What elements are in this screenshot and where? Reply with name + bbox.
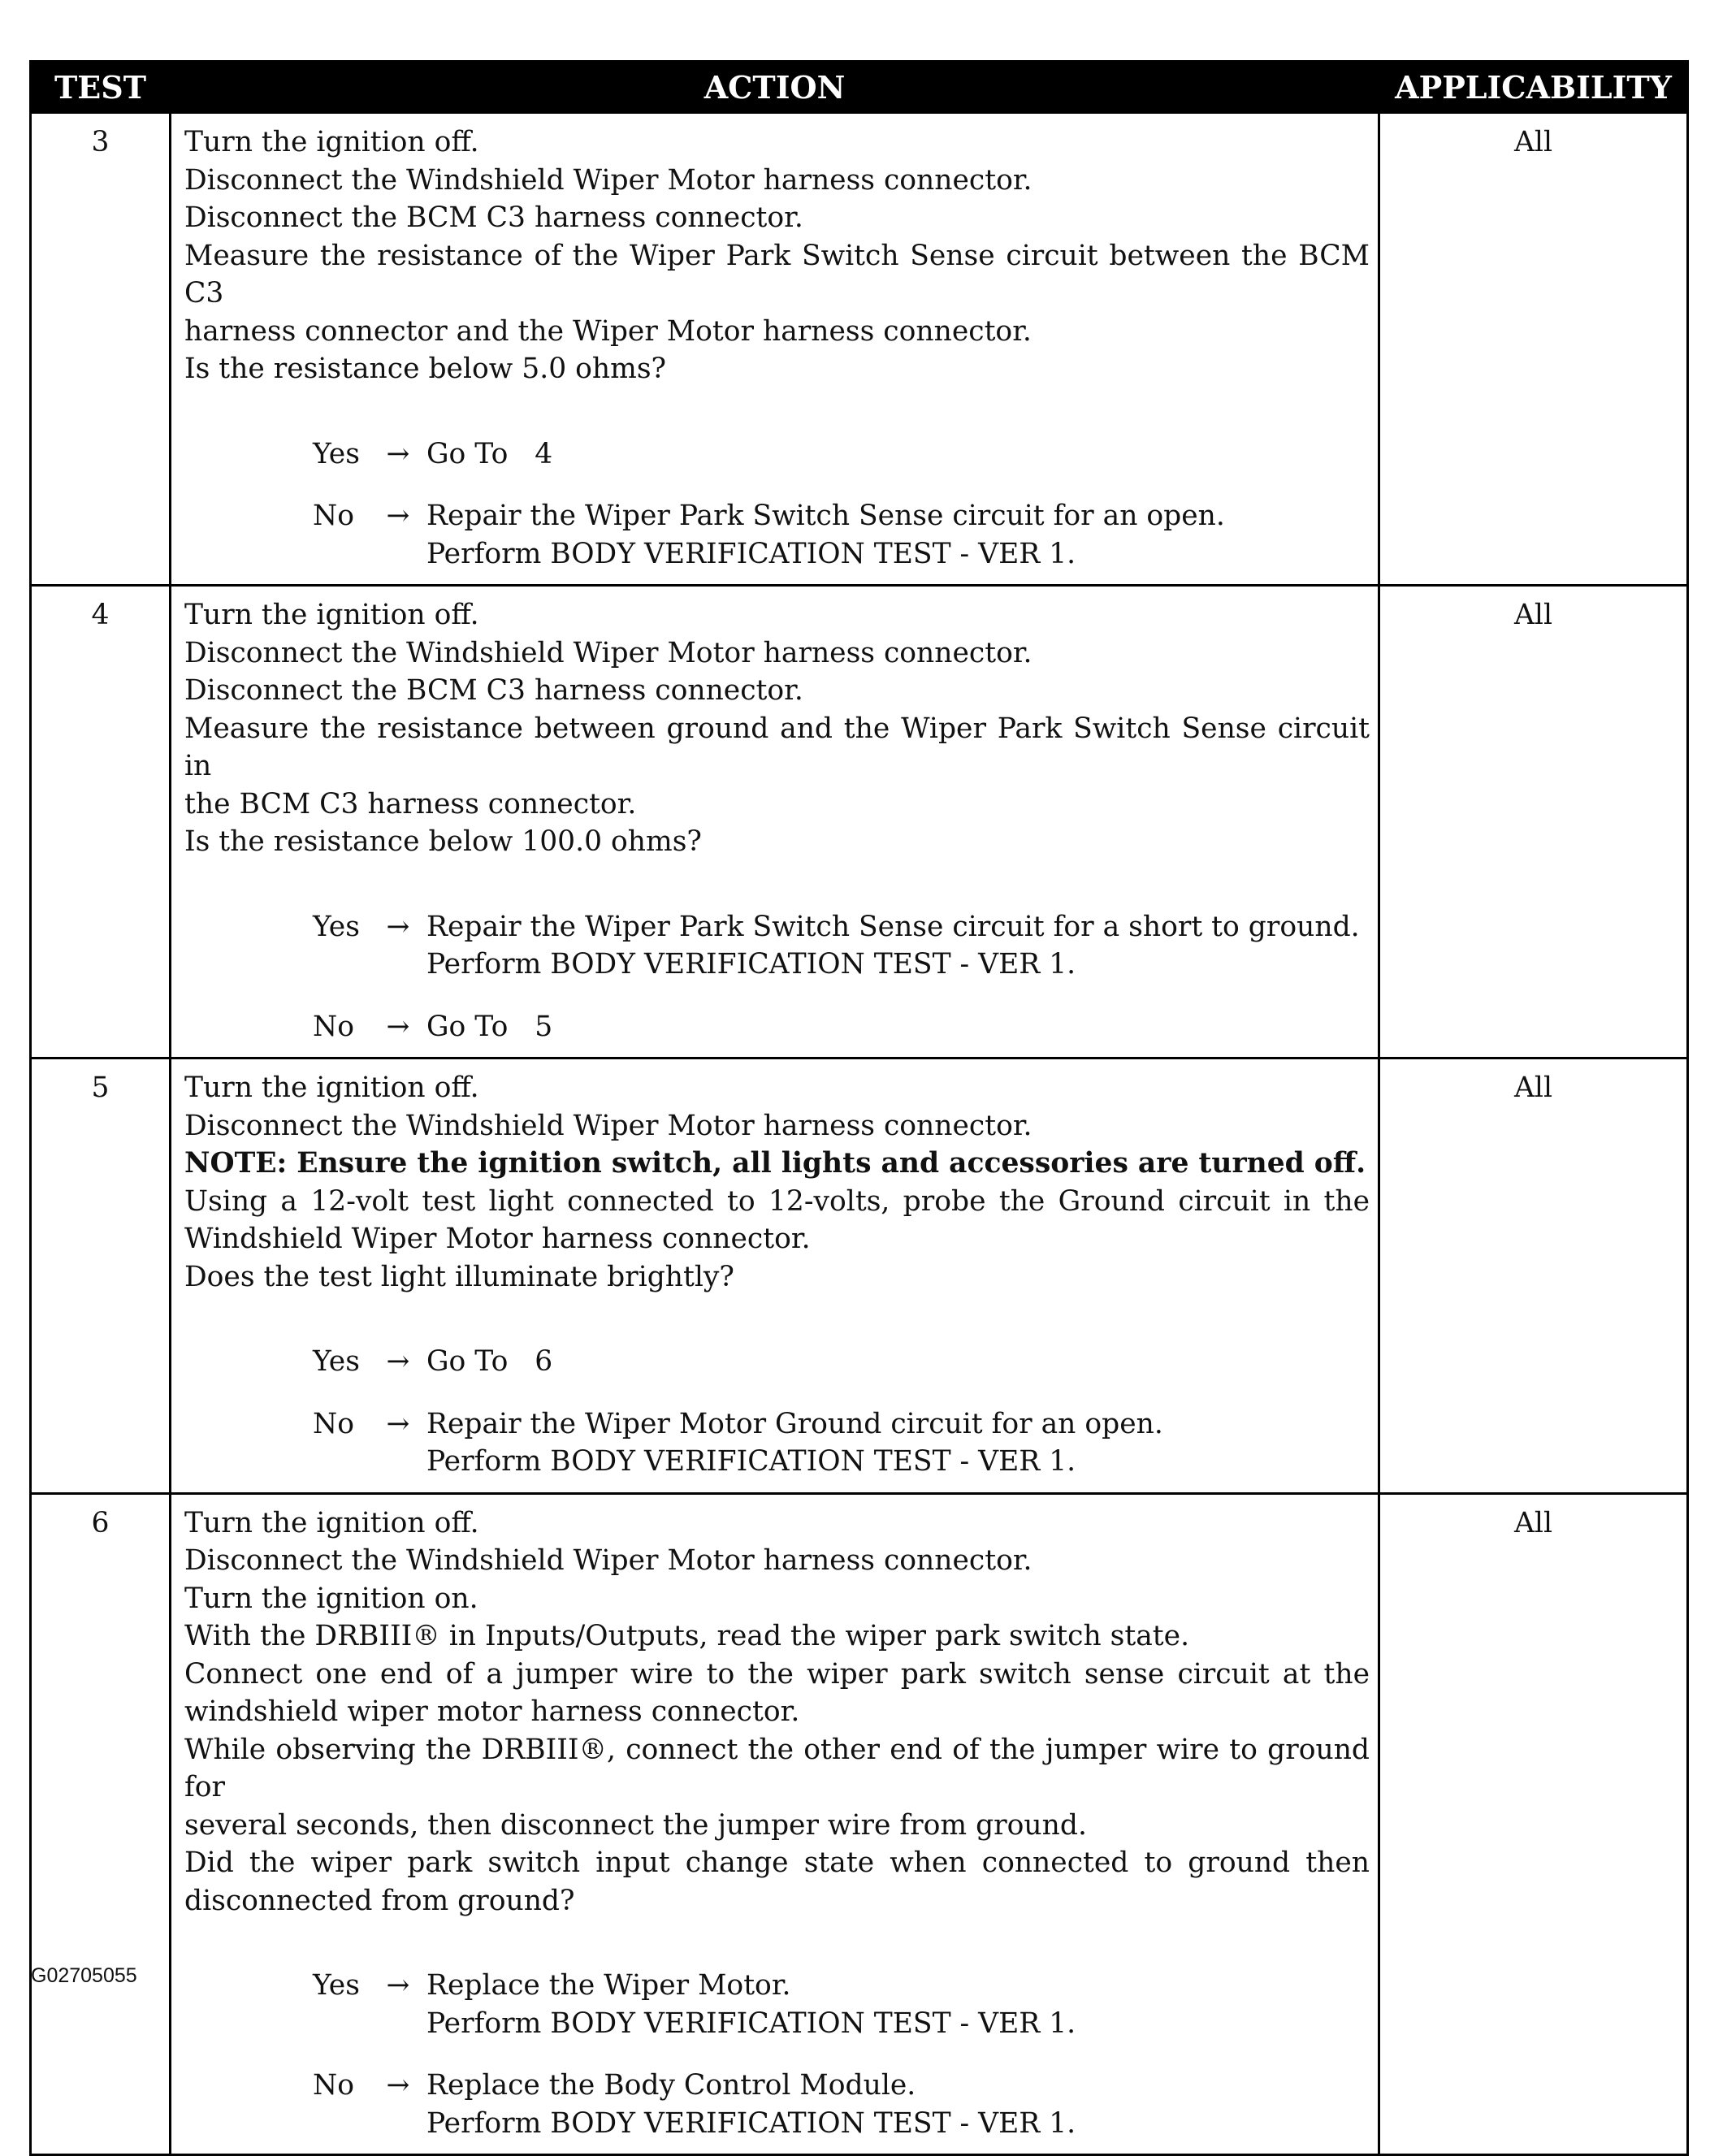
action-line: Is the resistance below 100.0 ohms? — [184, 825, 702, 858]
action-line: While observing the DRBIII®, connect the other end of the jumper wire to ground for — [184, 1733, 1370, 1803]
no-branch — [313, 497, 1370, 573]
no-label: No — [313, 2069, 354, 2102]
no-branch — [313, 2067, 1370, 2142]
arrow-right-icon: → — [386, 1345, 410, 1378]
yes-label: Yes — [313, 910, 360, 943]
table-row — [31, 1059, 1688, 1494]
diagnostic-test-table — [29, 60, 1689, 2156]
action-line: several seconds, then disconnect the jumper wire from ground. — [184, 1808, 1087, 1842]
action-line: Turn the ignition off. — [184, 1506, 479, 1539]
action-line: Connect one end of a jumper wire to the wiper park switch sense circuit at the — [184, 1657, 1370, 1691]
branch-line: Repair the Wiper Park Switch Sense circuit for an open. — [426, 500, 1225, 532]
arrow-right-icon: → — [386, 2069, 410, 2102]
branch-line: Perform BODY VERIFICATION TEST - VER 1. — [426, 1445, 1076, 1478]
yes-label: Yes — [313, 1969, 360, 2002]
yes-branch — [313, 1967, 1370, 2042]
branch-line: Go To 6 — [426, 1345, 553, 1378]
table-row — [31, 586, 1688, 1059]
action-line: With the DRBIII® in Inputs/Outputs, read the wiper park switch state. — [184, 1620, 1190, 1652]
branch-line: Perform BODY VERIFICATION TEST - VER 1. — [426, 2007, 1076, 2040]
no-label: No — [313, 1407, 354, 1440]
action-cell — [171, 113, 1379, 586]
header-applicability: APPLICABILITY — [1379, 62, 1688, 113]
action-line: Disconnect the Windshield Wiper Motor harness connector. — [184, 636, 1032, 669]
no-label: No — [313, 1010, 354, 1043]
branch-line: Go To 4 — [426, 437, 553, 470]
applicability-cell: All — [1379, 1059, 1688, 1494]
action-line: Is the resistance below 5.0 ohms? — [184, 353, 667, 385]
no-label: No — [313, 500, 354, 532]
applicability-cell: All — [1379, 113, 1688, 586]
table-row — [31, 1493, 1688, 2155]
test-number: 6 — [31, 1493, 171, 2155]
header-action: ACTION — [171, 62, 1379, 113]
arrow-right-icon: → — [386, 910, 410, 943]
action-note: NOTE: Ensure the ignition switch, all lights and accessories are turned off. — [184, 1147, 1366, 1180]
branch-line: Replace the Body Control Module. — [426, 2069, 916, 2102]
action-line: Disconnect the Windshield Wiper Motor harness connector. — [184, 1544, 1032, 1577]
action-line: the BCM C3 harness connector. — [184, 787, 637, 820]
action-line: Turn the ignition off. — [184, 1072, 479, 1104]
action-line: Did the wiper park switch input change state when connected to ground then — [184, 1846, 1370, 1879]
branch-line: Perform BODY VERIFICATION TEST - VER 1. — [426, 2106, 1076, 2140]
action-line: Does the test light illuminate brightly? — [184, 1260, 734, 1293]
action-line: windshield wiper motor harness connector. — [184, 1695, 800, 1728]
test-number: 4 — [31, 586, 171, 1059]
arrow-right-icon: → — [386, 1010, 410, 1043]
test-number: 5 — [31, 1059, 171, 1494]
action-line: Using a 12-volt test light connected to 12-volts, probe the Ground circuit in the — [184, 1184, 1370, 1218]
action-cell — [171, 1493, 1379, 2155]
action-line: Turn the ignition off. — [184, 126, 479, 158]
branch-line: Replace the Wiper Motor. — [426, 1969, 791, 2002]
no-branch — [313, 1405, 1370, 1481]
action-line: Disconnect the Windshield Wiper Motor harness connector. — [184, 1109, 1032, 1142]
diagnostic-page — [29, 60, 1686, 2156]
action-line: Turn the ignition off. — [184, 599, 479, 631]
action-line: disconnected from ground? — [184, 1884, 575, 1917]
applicability-cell: All — [1379, 586, 1688, 1059]
action-cell — [171, 586, 1379, 1059]
yes-branch — [313, 908, 1370, 984]
action-line: harness connector and the Wiper Motor harness connector. — [184, 314, 1032, 348]
action-line: Disconnect the BCM C3 harness connector. — [184, 674, 803, 707]
branch-line: Perform BODY VERIFICATION TEST - VER 1. — [426, 948, 1076, 981]
action-cell — [171, 1059, 1379, 1494]
yes-label: Yes — [313, 1345, 360, 1378]
arrow-right-icon: → — [386, 500, 410, 532]
branch-line: Go To 5 — [426, 1010, 553, 1043]
arrow-right-icon: → — [386, 1407, 410, 1440]
table-header-row — [31, 62, 1688, 113]
test-number: 3 — [31, 113, 171, 586]
arrow-right-icon: → — [386, 1969, 410, 2002]
applicability-cell: All — [1379, 1493, 1688, 2155]
header-test: TEST — [31, 62, 171, 113]
no-branch — [313, 1008, 1370, 1046]
yes-branch — [313, 1343, 1370, 1381]
action-line: Disconnect the BCM C3 harness connector. — [184, 201, 803, 234]
arrow-right-icon: → — [386, 437, 410, 470]
table-row — [31, 113, 1688, 586]
action-line: Disconnect the Windshield Wiper Motor harness connector. — [184, 163, 1032, 197]
action-line: Turn the ignition on. — [184, 1582, 478, 1615]
branch-line: Repair the Wiper Park Switch Sense circuit for a short to ground. — [426, 910, 1360, 943]
figure-code: G02705055 — [31, 1964, 137, 1987]
action-line: Windshield Wiper Motor harness connector. — [184, 1223, 811, 1255]
branch-line: Repair the Wiper Motor Ground circuit for an open. — [426, 1407, 1163, 1440]
branch-line: Perform BODY VERIFICATION TEST - VER 1. — [426, 537, 1076, 570]
action-line: Measure the resistance of the Wiper Park Switch Sense circuit between the BCM C3 — [184, 239, 1370, 310]
action-line: Measure the resistance between ground and the Wiper Park Switch Sense circuit in — [184, 712, 1370, 782]
yes-branch — [313, 435, 1370, 474]
yes-label: Yes — [313, 437, 360, 470]
